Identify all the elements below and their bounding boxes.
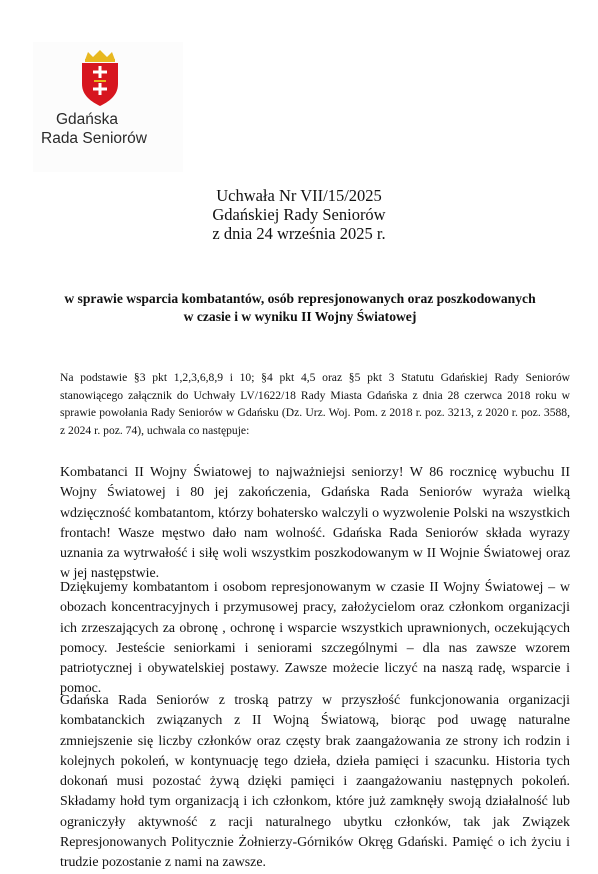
- subject-line2: w czasie i w wyniku II Wojny Światowej: [183, 309, 417, 324]
- organization-name-line2: Rada Seniorów: [41, 130, 147, 147]
- subject-line1: w sprawie wsparcia kombatantów, osób represjonowanych oraz poszkodowanych: [64, 291, 536, 306]
- resolution-subject: [30, 290, 570, 326]
- organization-name: [41, 110, 171, 148]
- organization-name-line1: Gdańska: [56, 111, 119, 128]
- gdansk-coat-of-arms-icon: [78, 50, 122, 106]
- resolution-number: Uchwała Nr VII/15/2025: [216, 186, 382, 205]
- logo-block: [33, 42, 183, 172]
- body-paragraph-1: Kombatanci II Wojny Światowej to najważniejsi seniorzy! W 86 rocznicę wybuchu II Wojny Światowej i 80 jej zakończenia, Gdańska Rada Seniorów wyraża wielką wdzięczność kombatantom, którzy bohatersko walczyli o wyzwolenie Polski na wszystkich frontach! Wasze męstwo dało nam wolność. Gdańska Rada Seniorów składa wyrazy uznania za wytrwałość i siłę woli wszystkim poszkodowanym w II Wojnie Światowej oraz w jej następstwie.: [60, 465, 570, 582]
- body-paragraph-3: Gdańska Rada Seniorów z troską patrzy w przyszłość funkcjonowania organizacji kombatanckich związanych z II Wojną Światową, biorąc pod uwagę naturalne zmniejszenie się liczby członków oraz częsty brak zaangażowania ze strony ich rodzin i kolejnych pokoleń, w kontynuację tego dzieła, dzieła pamięci i szacunku. Historia tych dokonań musi pozostać żywą dzięki pamięci i zaangażowaniu następnych pokoleń. Składamy hołd tym organizacją i ich członkom, które już zamknęły swoją działalność lub ograniczyły aktywność z racji naturalnego ubytku członków, tak jak Związek Represjonowanych Politycznie Żołnierzy-Górników Okręg Gdański. Pamięć o ich życiu i trudzie pozostanie z nami na zawsze.: [60, 693, 570, 871]
- resolution-title: [0, 186, 598, 243]
- resolution-issuer: Gdańskiej Rady Seniorów: [212, 205, 386, 224]
- body-paragraph-2: Dziękujemy kombatantom i osobom represjonowanym w czasie II Wojny Światowej – w obozach koncentracyjnych i przymusowej pracy, założycielom oraz członkom organizacji ich zrzeszających za obronę , ochronę i wsparcie wszystkich uprawnionych, oczekujących pomocy. Jesteście seniorkami i seniorami szczególnymi – dla nas zawsze wzorem patriotycznej i obywatelskiej postawy. Zawsze możecie liczyć na naszą radę, wsparcie i pomoc.: [60, 580, 570, 697]
- legal-basis-paragraph: Na podstawie §3 pkt 1,2,3,6,8,9 i 10; §4 pkt 4,5 oraz §5 pkt 3 Statutu Gdańskiej Rady Seniorów stanowiącego załącznik do Uchwały LV/1622/18 Rady Miasta Gdańska z dnia 28 czerwca 2018 roku w sprawie powołania Rady Seniorów w Gdańsku (Dz. Urz. Woj. Pom. z 2018 r. poz. 3213, z 2020 r. poz. 3588, z 2024 r. poz. 74), uchwala co następuje:: [60, 371, 570, 438]
- resolution-date: z dnia 24 września 2025 r.: [212, 224, 386, 243]
